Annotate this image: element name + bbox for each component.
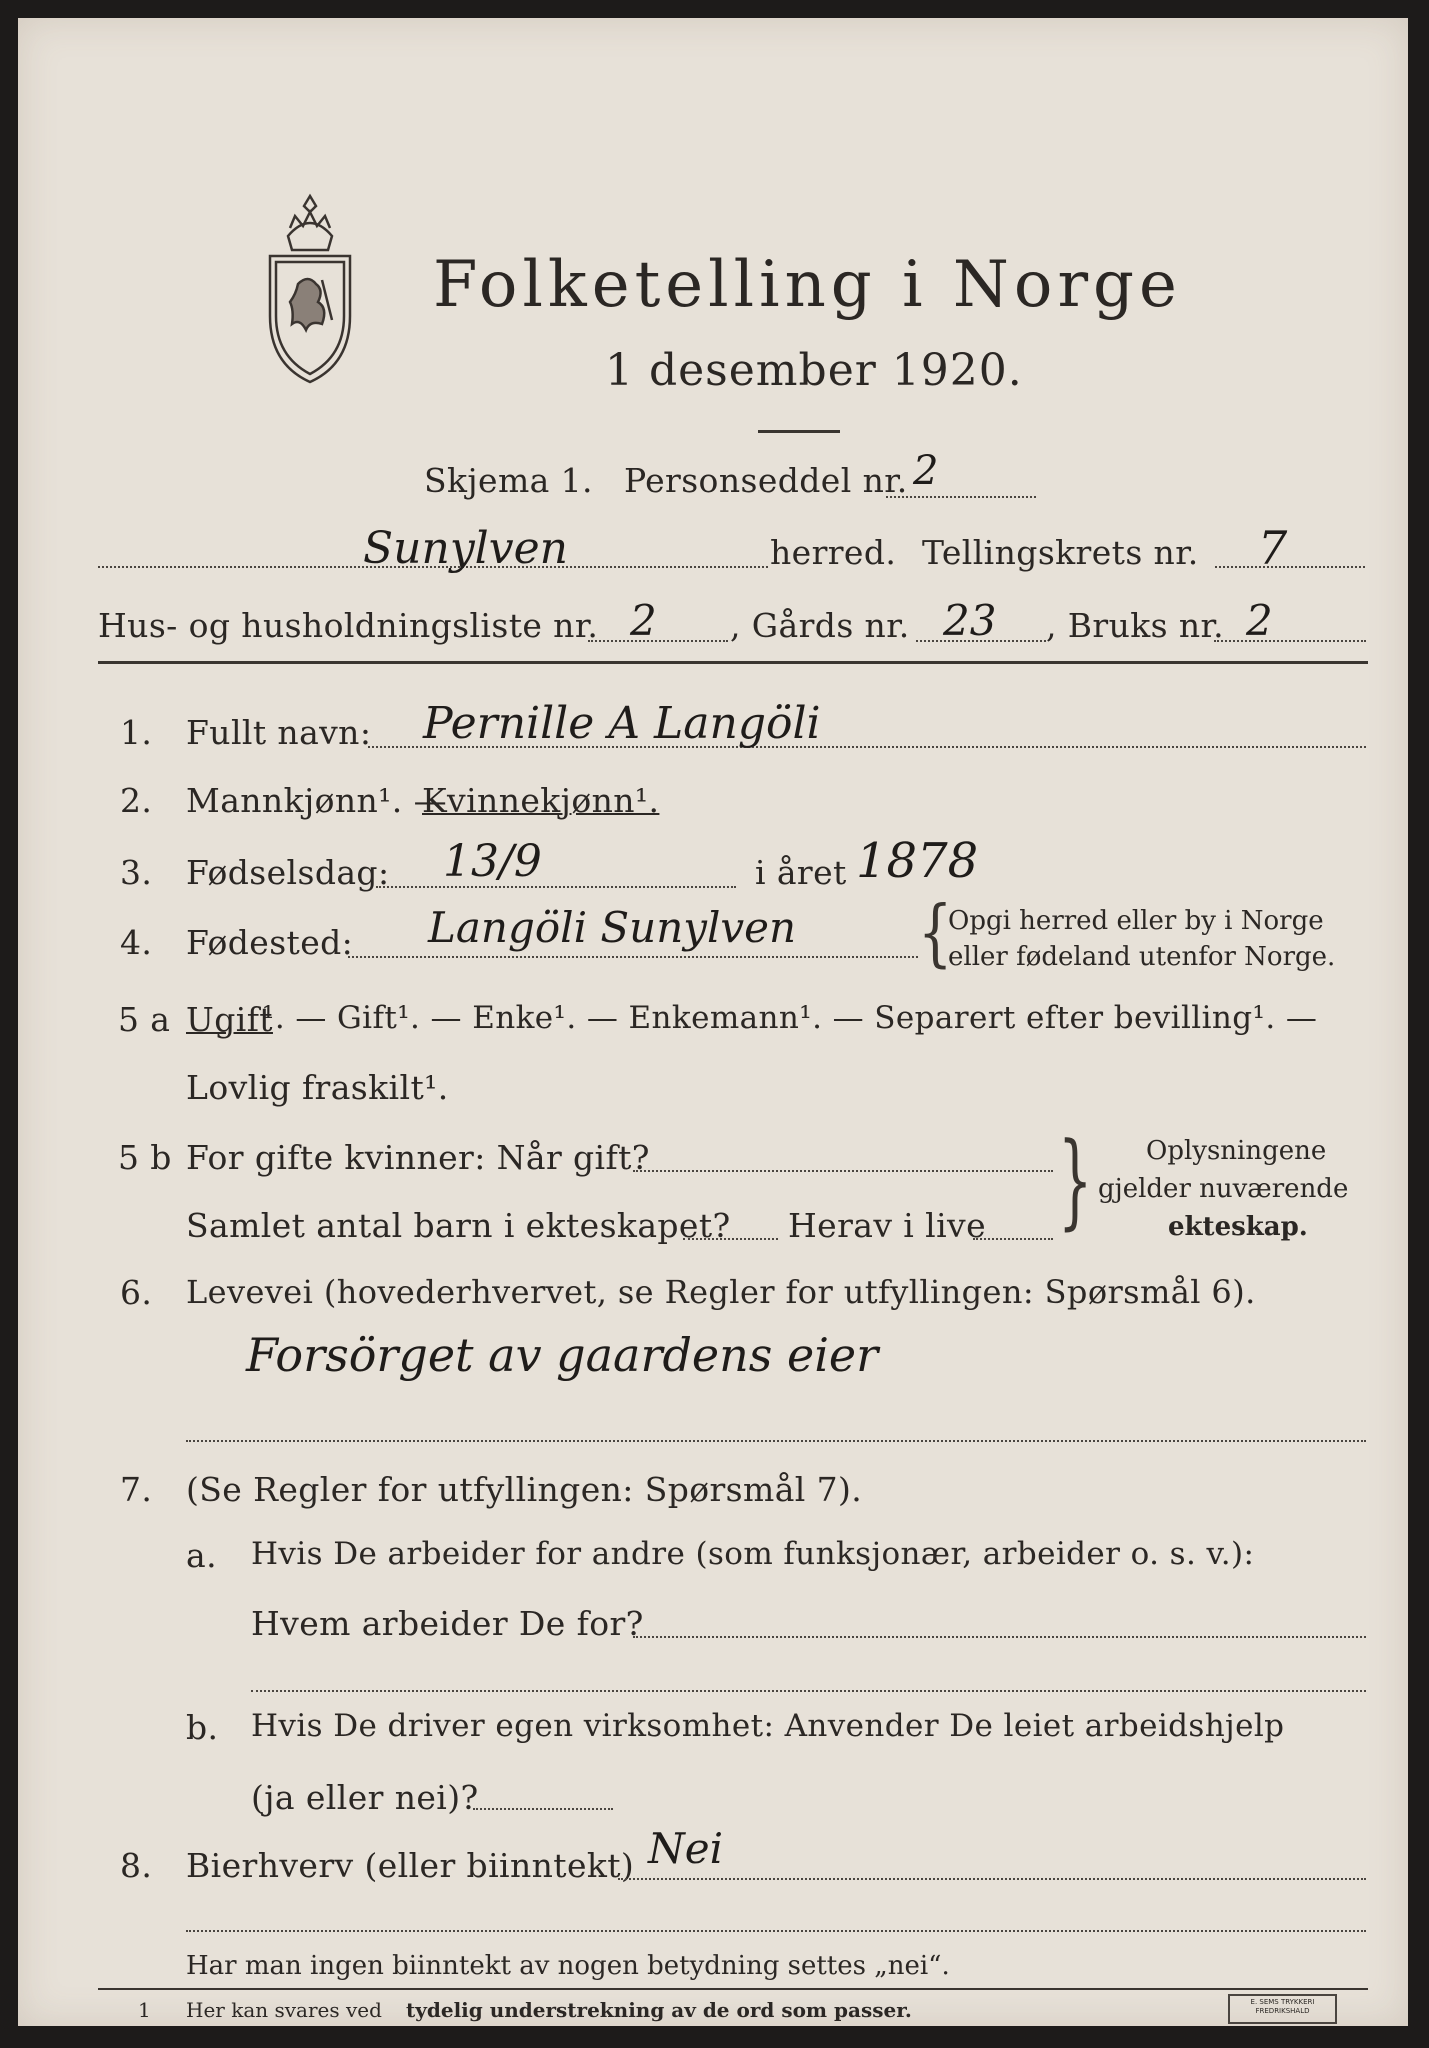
herred-value[interactable]: Sunylven	[363, 523, 568, 574]
q2-number: 2.	[120, 781, 153, 820]
bruks-value[interactable]: 2	[1246, 596, 1273, 645]
q3-year-value[interactable]: 1878	[856, 833, 979, 889]
q5b-note-line2: gjelder nuværende	[1098, 1174, 1349, 1204]
q5a-ugift-underlined[interactable]: Ugift	[186, 1000, 273, 1039]
q3-number: 3.	[120, 853, 153, 892]
q7a-extra-line	[251, 1690, 1366, 1692]
q5b-herav-label: Herav i live	[788, 1206, 987, 1245]
bruks-label: , Bruks nr.	[1046, 606, 1224, 645]
husholdning-label: Hus- og husholdningsliste nr.	[98, 606, 599, 645]
printer-stamp-line1: E. SEMS TRYKKERI	[1250, 1998, 1315, 2006]
q8-label: Bierhverv (eller biinntekt)	[186, 1846, 635, 1885]
q3-line	[376, 886, 736, 888]
q3-birthday-value[interactable]: 13/9	[443, 836, 542, 887]
q7a-answer-line	[633, 1636, 1366, 1638]
q1-full-name-value[interactable]: Pernille A Langöli	[423, 698, 821, 749]
footer-separator	[98, 1988, 1368, 1990]
q5b-note-brace: }	[1058, 1120, 1093, 1241]
q1-label: Fullt navn:	[186, 713, 372, 752]
q5b-note-line3: ekteskap.	[1168, 1212, 1308, 1242]
husholdning-value[interactable]: 2	[630, 596, 657, 645]
personseddel-value[interactable]: 2	[913, 448, 939, 494]
gards-label: , Gårds nr.	[730, 606, 910, 645]
q8-extra-line	[186, 1930, 1366, 1932]
q7b-answer-line	[473, 1808, 613, 1810]
tellingskrets-label: Tellingskrets nr.	[922, 533, 1199, 572]
footnote-bold-text: tydelig understrekning av de ord som passer.	[406, 1998, 912, 2022]
printer-stamp-line2: FREDRIKSHALD	[1255, 2007, 1310, 2015]
q6-levevei-value[interactable]: Forsörget av gaardens eier	[246, 1328, 879, 1382]
footnote-number: 1	[138, 1998, 151, 2022]
footer-note: Har man ingen biinntekt av nogen betydning settes „nei“.	[186, 1951, 950, 1981]
q7b-line2: (ja eller nei)?	[251, 1778, 479, 1817]
tellingskrets-value[interactable]: 7	[1258, 521, 1288, 575]
q7a-line2: Hvem arbeider De for?	[251, 1604, 644, 1643]
q5b-naar-gift-line	[633, 1170, 1053, 1172]
printer-stamp	[1228, 1994, 1337, 2024]
q5a-line2: Lovlig fraskilt¹.	[186, 1068, 449, 1107]
q5b-note-line1: Oplysningene	[1146, 1136, 1327, 1166]
husholdning-line	[588, 640, 728, 642]
skjema-label: Skjema 1.	[424, 461, 593, 500]
q4-note-brace: {	[918, 889, 953, 975]
q5b-number: 5 b	[118, 1138, 172, 1177]
q4-label: Fødested:	[186, 923, 354, 962]
q4-line	[348, 956, 918, 958]
q8-answer-line	[618, 1878, 1366, 1880]
header-separator	[98, 661, 1368, 664]
q1-number: 1.	[120, 713, 153, 752]
q2-mannkjonn: Mannkjønn¹. —	[186, 781, 447, 820]
personseddel-line	[886, 496, 1036, 498]
q6-number: 6.	[120, 1273, 153, 1312]
q5b-naar-gift-label: For gifte kvinner: Når gift?	[186, 1138, 650, 1177]
q4-note-line1: Opgi herred eller by i Norge	[948, 906, 1324, 936]
q8-bierhverv-value[interactable]: Nei	[648, 1824, 724, 1873]
census-date: 1 desember 1920.	[605, 345, 1023, 396]
q2-kvinnekjonn-underlined[interactable]: Kvinnekjønn¹.	[422, 781, 660, 820]
q8-number: 8.	[120, 1846, 153, 1885]
q5a-number: 5 a	[118, 1000, 171, 1039]
gards-value[interactable]: 23	[943, 596, 997, 645]
coat-of-arms-emblem	[260, 188, 360, 388]
q4-note-line2: eller fødeland utenfor Norge.	[948, 942, 1336, 972]
q6-label: Levevei (hovederhvervet, se Regler for utfyllingen: Spørsmål 6).	[186, 1273, 1256, 1311]
census-form-page	[18, 18, 1408, 2026]
q7b-line1: Hvis De driver egen virksomhet: Anvender De leiet arbeidshjelp	[251, 1708, 1285, 1744]
q6-answer-line	[186, 1440, 1366, 1442]
q7-label: (Se Regler for utfyllingen: Spørsmål 7).	[186, 1470, 863, 1509]
personseddel-label: Personseddel nr.	[624, 461, 908, 500]
q3-label: Fødselsdag:	[186, 853, 390, 892]
q4-birthplace-value[interactable]: Langöli Sunylven	[428, 903, 797, 952]
form-title: Folketelling i Norge	[433, 248, 1182, 322]
q5a-options: ¹. — Gift¹. — Enke¹. — Enkemann¹. — Separert efter bevilling¹. —	[262, 1000, 1318, 1036]
footnote-text: Her kan svares ved	[186, 1998, 382, 2022]
q7a-letter: a.	[186, 1536, 217, 1575]
q5b-barn-line	[683, 1238, 778, 1240]
bruks-line	[1214, 640, 1366, 642]
title-divider	[758, 430, 840, 433]
q4-number: 4.	[120, 923, 153, 962]
q7a-line1: Hvis De arbeider for andre (som funksjonær, arbeider o. s. v.):	[251, 1536, 1255, 1572]
q7b-letter: b.	[186, 1708, 219, 1747]
q7-number: 7.	[120, 1470, 153, 1509]
q5b-herav-line	[973, 1238, 1053, 1240]
herred-label: herred.	[770, 533, 897, 572]
tellingskrets-line	[1215, 566, 1365, 568]
q5b-barn-label: Samlet antal barn i ekteskapet?	[186, 1206, 731, 1245]
q3-aaret-label: i året	[755, 853, 847, 892]
